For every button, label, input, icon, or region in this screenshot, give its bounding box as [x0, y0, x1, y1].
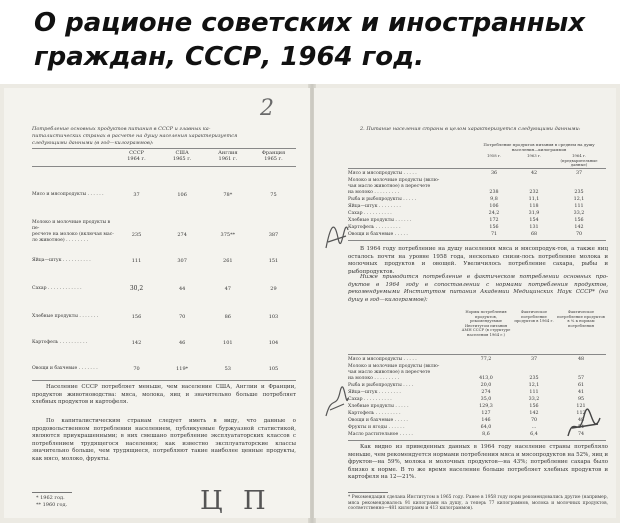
- table-cell: 111: [529, 390, 539, 395]
- table-cell: 70: [530, 418, 538, 423]
- table-row-label: Молоко и молочные продукты (вклю- чая масло животное) в пересчете на молоко . . . . . . . . .: [348, 178, 440, 195]
- right-table1-header: [474, 154, 604, 168]
- table-cell: 31,9: [528, 211, 540, 216]
- table-cell: 37: [530, 357, 538, 362]
- table-cell: 232: [529, 190, 539, 195]
- table-row: [32, 258, 296, 264]
- table-row: [32, 220, 296, 244]
- table-row-label: Картофель . . . . . . . . . .: [32, 340, 88, 345]
- table-cell: 387: [268, 232, 279, 238]
- table-cell: 33,2: [528, 397, 540, 402]
- table-cell: …: [531, 425, 537, 430]
- table-cell: 47: [224, 286, 231, 292]
- table-row-label: Мясо и мясопродукты . . . . .: [348, 171, 417, 176]
- table-rule: [32, 380, 296, 381]
- left-paragraph-2: По капиталистическим странам следует иметь в виду, что данные о продовольственном потреблении населением, публикуемые буржуазной статистикой, являются приукрашенными; в них смешано потребление эксплуататорских классов с потреблением трудящегося населения; как известно эксплуататорские классы значительно больше, чем трудящиеся, потребляют такие наиболее ценные продукты, как мясо, молоко, фрукты.: [32, 418, 296, 462]
- article-header: [0, 0, 620, 84]
- right-footnote: * Рекомендация сделана Институтом в 1965 году. Ранее в 1958 году норм рекомендовались другие (например, мяса рекомендовалось 91 килограмм на душу, а теперь 77 килограммов, молока и молочных продуктов, соответственно—481 килограмм и 413 килограммов).: [348, 495, 608, 512]
- table-header-cell: 1963 г.: [526, 153, 542, 158]
- table-row: [348, 397, 606, 403]
- right-intro: 2. Питание населения страны в целом характеризуется следующими данными:: [360, 126, 581, 132]
- table-cell: 131: [529, 225, 539, 230]
- table-cell: 156: [574, 218, 584, 223]
- table-row-label: Хлебные продукты . . . . .: [348, 404, 409, 409]
- table-cell: 307: [177, 258, 187, 264]
- table-row-label: Рыба и рыбопродукты . . . .: [348, 383, 414, 388]
- table-cell: 70: [178, 314, 186, 320]
- table-cell: 274: [177, 232, 187, 238]
- table-cell: 77,2: [480, 357, 492, 362]
- table-cell: 86: [224, 314, 231, 320]
- table-cell: 238: [489, 190, 499, 195]
- table-cell: 112: [576, 411, 586, 416]
- table-header: [32, 150, 296, 162]
- header-title-line-2: граждан, СССР, 1964 год.: [34, 42, 425, 72]
- table-cell: 48: [577, 357, 585, 362]
- footnote-rule: [348, 492, 388, 493]
- right-paragraph-3: Как видно из приведенных данных в 1964 году население страны потребляло меньше, чем рекомендуется нормами потребления мяса и мясопродуктов на 52%, яиц и фруктов—на 59%, молока и молочных продуктов—на 43%; потребление сахара было близко к норме. В то же время население больше потребляет хлебных продуктов и картофеля на 12—21%.: [348, 444, 608, 480]
- table-cell: 11,1: [528, 197, 540, 202]
- table-row-label: Овощи и бахчевые . . . . .: [348, 232, 408, 237]
- table-cell: 64,0: [480, 425, 492, 430]
- table-rule: [348, 168, 606, 169]
- table-row-label: Молоко и молочные продукты (вклю- чая масло животное) в пересчете на молоко . . . . . . . . .: [348, 364, 440, 381]
- table-cell: 111: [574, 204, 584, 209]
- table-row: [348, 178, 604, 196]
- table-row: [32, 366, 296, 372]
- table-row: [32, 286, 296, 292]
- table-cell: 46: [178, 340, 186, 346]
- table-cell: 375**: [220, 232, 236, 238]
- table-cell: 121: [576, 404, 586, 409]
- left-page: [4, 88, 310, 518]
- table-row-label: Сахар . . . . . . . . . . . .: [32, 286, 82, 291]
- right-page: [314, 88, 616, 518]
- table-row-label: Яйца—штук . . . . . . . .: [348, 390, 401, 395]
- table-header-cell: 1964 г. (предварительные данные): [560, 153, 598, 168]
- table-cell: 54: [577, 425, 585, 430]
- table-cell: 44: [178, 286, 186, 292]
- table-row-label: Овощи и бахчевые . . . . . . .: [32, 366, 98, 371]
- table-row: [348, 364, 606, 382]
- table-cell: 8,6: [482, 432, 490, 437]
- document-scan: [0, 84, 620, 523]
- table-rule: [32, 148, 296, 149]
- table-row-label: Сахар . . . . . . . . . .: [348, 397, 392, 402]
- table-cell: 154: [529, 218, 539, 223]
- table-header-cell: Англия 1961 г.: [218, 150, 238, 162]
- table-cell: 413,0: [479, 376, 493, 381]
- table-row: [32, 314, 296, 320]
- table-row: [348, 383, 606, 389]
- table-cell: 9,8: [490, 197, 498, 202]
- table-cell: 142: [574, 225, 584, 230]
- table-cell: 146: [481, 418, 491, 423]
- table-cell: 261: [223, 258, 233, 264]
- left-intro: [32, 126, 294, 147]
- table-row-label: Рыба и рыбопродукты . . . . .: [348, 197, 417, 202]
- header-title-line-1: О рационе советских и иностранных: [34, 8, 586, 38]
- footnote: * 1962 год.: [36, 495, 65, 501]
- table-cell: 42: [530, 171, 538, 176]
- table-cell: 37: [133, 192, 140, 198]
- table-row: [348, 232, 604, 238]
- table-row-label: Овощи и бахчевые . . . . .: [348, 418, 408, 423]
- table-cell: 156: [131, 314, 142, 320]
- table-cell: 172: [489, 218, 499, 223]
- table-cell: 12,1: [528, 383, 540, 388]
- table-cell: 106: [489, 204, 499, 209]
- table-cell: 41: [577, 390, 585, 395]
- table-cell: 151: [268, 258, 279, 264]
- table-cell: 35,0: [480, 397, 492, 402]
- table-cell: 104: [268, 340, 279, 346]
- table-row: [348, 204, 604, 210]
- left-intro-line: Потребление основных продуктов питания в СССР и главных ка-: [32, 126, 211, 132]
- table-row: [348, 218, 604, 224]
- table-cell: 70: [133, 366, 140, 372]
- table-row-label: Хлебные продукты . . . . . .: [348, 218, 412, 223]
- table-cell: 70: [575, 232, 583, 237]
- table-row-label: Сахар . . . . . . . . . .: [348, 211, 392, 216]
- table-cell: 30,2: [129, 285, 144, 292]
- table-cell: 235: [529, 376, 539, 381]
- table-cell: 156: [529, 404, 539, 409]
- table-cell: 156: [489, 225, 499, 230]
- table-cell: 118: [529, 204, 539, 209]
- table-row: [348, 211, 604, 217]
- table-cell: 29: [270, 286, 277, 292]
- table-cell: 101: [223, 340, 233, 346]
- table-cell: 6,4: [530, 432, 538, 437]
- left-intro-line: питалистических странах в расчете на душу населения характеризуется: [32, 133, 238, 139]
- table-cell: 119*: [176, 366, 189, 372]
- handwritten-scribble-mark: [322, 380, 352, 426]
- table-cell: 48: [577, 418, 585, 423]
- table-row: [348, 197, 604, 203]
- left-intro-line: следующими данными (в год—килограммов):: [32, 140, 154, 146]
- table-cell: 103: [268, 314, 279, 320]
- table-header-cell: СССР 1964 г.: [127, 150, 146, 162]
- table-cell: 12,1: [573, 197, 585, 202]
- table-cell: 105: [268, 366, 279, 372]
- table-cell: 33,2: [573, 211, 585, 216]
- right-paragraph-2: Ниже приводится потребление в фактическом потреблении основных про-дуктов в 1964 году в сопоставлении с нормами потребления продуктов, рекомендуемыми Институтом питания Академии Медицинских Наук СССР* (на душу в год—килограммов):: [348, 274, 608, 303]
- table-cell: 95: [577, 397, 585, 402]
- table-header-cell: Нормы потребления продуктов, рекомендуемые Институтом питания АМН СССР (в структуре населения 1964 г.): [461, 309, 511, 337]
- footnote-rule: [32, 492, 72, 493]
- table-row-label: Хлебные продукты . . . . . . .: [32, 314, 99, 319]
- table-rule: [32, 166, 296, 167]
- left-paragraph-1: Население СССР потребляет меньше, чем население США, Англии и Франции, продуктов животноводства: мяса, молока, яиц и значительно больше потребляет хлебных продуктов и картофеля.: [32, 384, 296, 405]
- table-cell: 75: [270, 192, 277, 198]
- table-header-cell: Фактическое потребление продуктов в 1964 г.: [514, 309, 554, 324]
- handwritten-page-number: 2: [260, 96, 274, 121]
- left-footnotes: [36, 495, 116, 509]
- table-cell: 24,2: [488, 211, 500, 216]
- table-cell: 37: [575, 171, 583, 176]
- table-cell: 61: [577, 383, 585, 388]
- footnote: ** 1960 год.: [36, 502, 68, 508]
- right-table2-header: [460, 310, 606, 338]
- table-cell: 36: [490, 171, 498, 176]
- table-cell: 127: [481, 411, 491, 416]
- table-cell: 20,0: [480, 383, 492, 388]
- table-row-label: Масло растительное . . . . .: [348, 432, 413, 437]
- table-cell: 142: [529, 411, 539, 416]
- table-row: [32, 192, 296, 198]
- table-cell: 53: [224, 366, 231, 372]
- table-cell: 142: [131, 340, 142, 346]
- handwritten-bottom-mark: Ц П: [200, 486, 272, 516]
- table-row: [348, 390, 606, 396]
- table-cell: 235: [574, 190, 584, 195]
- table-cell: 68: [530, 232, 538, 237]
- table-header-cell: 1958 г.: [486, 153, 502, 158]
- table-row: [348, 225, 604, 231]
- table-row-label: Молоко и молочные продукты в пе- ресчете на молоко (включая мас- ло животное) . . . . . . . .: [32, 220, 114, 243]
- table-row: [348, 357, 606, 363]
- table-rule: [348, 354, 606, 355]
- table-row: [348, 171, 604, 177]
- table-cell: 129,3: [479, 404, 493, 409]
- table-cell: 111: [131, 258, 142, 264]
- table-cell: 71: [490, 232, 498, 237]
- table-header-cell: Фактическое потребление продуктов в % к нормам потребления: [557, 309, 605, 328]
- table-cell: 274: [481, 390, 491, 395]
- table-header-cell: Франция 1965 г.: [261, 150, 286, 162]
- right-paragraph-1: В 1964 году потребление на душу населения мяса и мясопродук-тов, а также яиц осталось почти на уровне 1958 года, несколько снизи-лось потребление молока и молочных продуктов и овощей. Увеличилось потребление сахара, рыбы и рыбопродуктов.: [348, 246, 608, 275]
- table-cell: 78*: [223, 192, 233, 198]
- table-cell: 74: [577, 432, 585, 437]
- table-row-label: Фрукты и ягоды . . . . . .: [348, 425, 405, 430]
- handwritten-signature-mark: [564, 406, 606, 446]
- table-row-label: Яйца—штук . . . . . . . .: [348, 204, 401, 209]
- table-rule: [348, 240, 606, 241]
- table-row-label: Яйца—штук . . . . . . . . . .: [32, 258, 91, 263]
- table-cell: 57: [577, 376, 585, 381]
- table-cell: 106: [177, 192, 187, 198]
- table-header-cell: США 1965 г.: [172, 150, 192, 162]
- table-row: [32, 340, 296, 346]
- table-row-label: Картофель . . . . . . . . .: [348, 411, 401, 416]
- table-row-label: Мясо и мясопродукты . . . . . .: [32, 192, 104, 197]
- right-table1-caption: Потребление продуктов питания в среднем на душу населения—килограммов: [483, 142, 595, 152]
- table-row-label: Картофель . . . . . . . . .: [348, 225, 401, 230]
- table-cell: 235: [131, 232, 142, 238]
- table-row-label: Мясо и мясопродукты . . . . .: [348, 357, 417, 362]
